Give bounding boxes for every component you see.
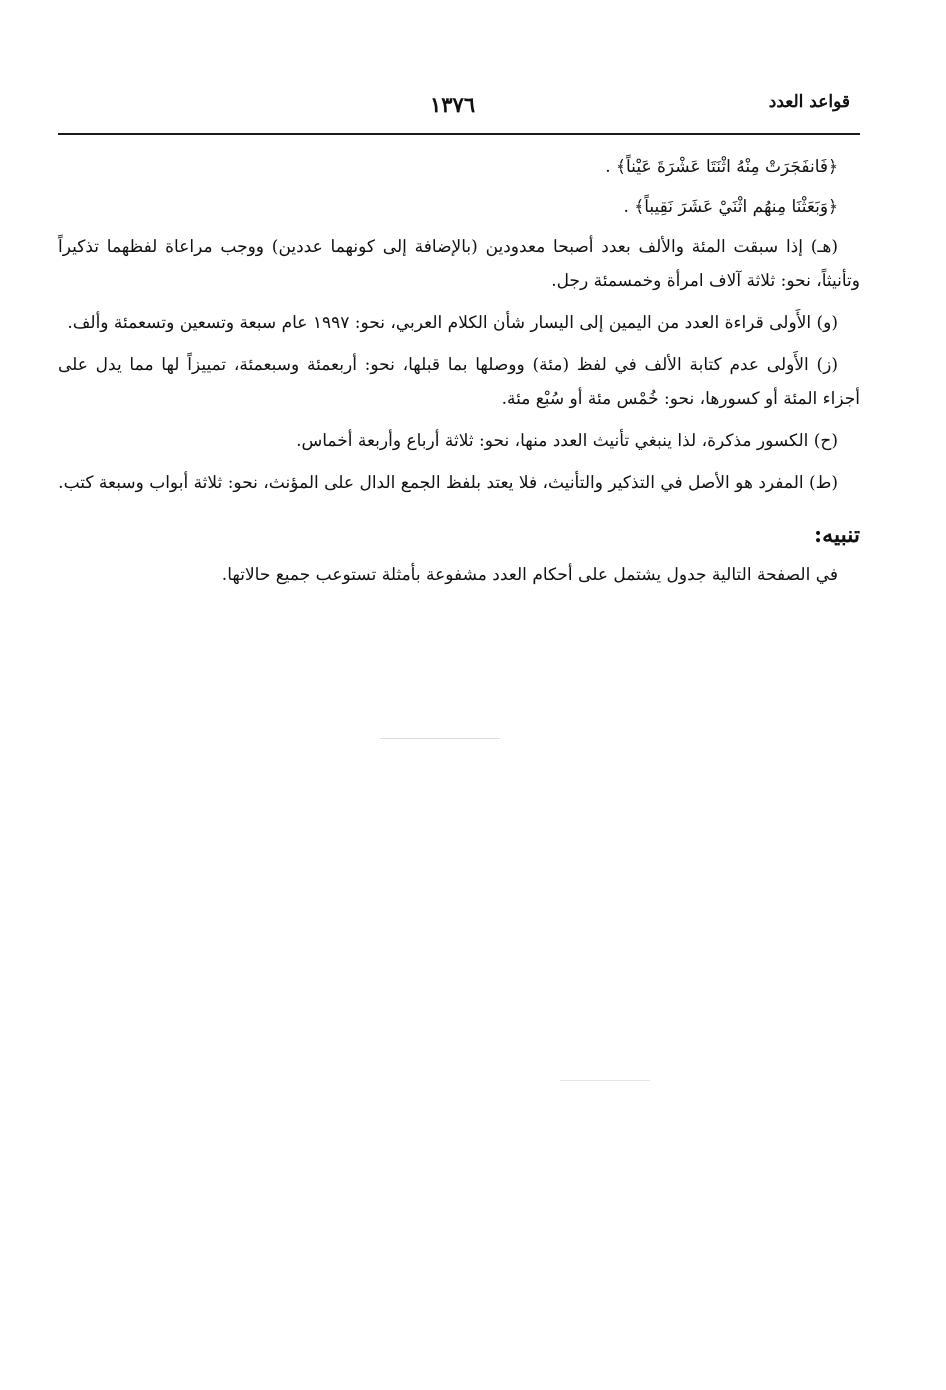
note-text: في الصفحة التالية جدول يشتمل على أحكام العدد مشفوعة بأمثلة تستوعب جميع حالاتها. <box>221 565 838 585</box>
rule-paragraph-ta: (ط) المفرد هو الأصل في التذكير والتأنيث، فلا يعتد بلفظ الجمع الدال على المؤنث، نحو: ثلاثة أبواب وسبعة كتب. <box>58 473 838 493</box>
scan-speck <box>380 738 500 739</box>
rule-paragraph-waw: (و) الأَولى قراءة العدد من اليمين إلى اليسار شأن الكلام العربي، نحو: ١٩٩٧ عام سبعة وتسعين وتسعمئة وألف. <box>67 313 838 333</box>
note-heading: تنبيه: <box>814 522 860 548</box>
page-number: ١٣٧٦ <box>430 92 476 117</box>
quran-verse: ﴿فَانفَجَرَتْ مِنْهُ اثْنَتَا عَشْرَةَ عَيْناً﴾ . <box>605 157 838 177</box>
scan-speck <box>560 1080 650 1081</box>
quran-verse: ﴿وَبَعَثْنَا مِنهُم اثْنَيْ عَشَرَ نَقِيباً﴾ . <box>623 197 838 217</box>
rule-paragraph-he: (هـ) إذا سبقت المئة والألف بعدد أصبحا معدودين (بالإضافة إلى كونهما عددين) ووجب مراعاة لفظهما تذكيراً وتأنيثاً، نحو: ثلاثة آلاف امرأة وخمسمئة رجل. <box>58 237 860 291</box>
running-head: قواعد العدد <box>768 92 850 112</box>
header-rule <box>58 133 860 135</box>
rule-paragraph-zay: (ز) الأَولى عدم كتابة الألف في لفظ (مئة) ووصلها بما قبلها، نحو: أربعمئة وسبعمئة، تمييزاً لها مما يدل على أجزاء المئة أو كسورها، نحو: خُمْس مئة أو سُبْع مئة. <box>58 355 860 409</box>
page-body <box>58 150 860 592</box>
rule-paragraph-ha: (ح) الكسور مذكرة، لذا ينبغي تأنيث العدد منها، نحو: ثلاثة أرباع وأربعة أخماس. <box>296 431 838 451</box>
